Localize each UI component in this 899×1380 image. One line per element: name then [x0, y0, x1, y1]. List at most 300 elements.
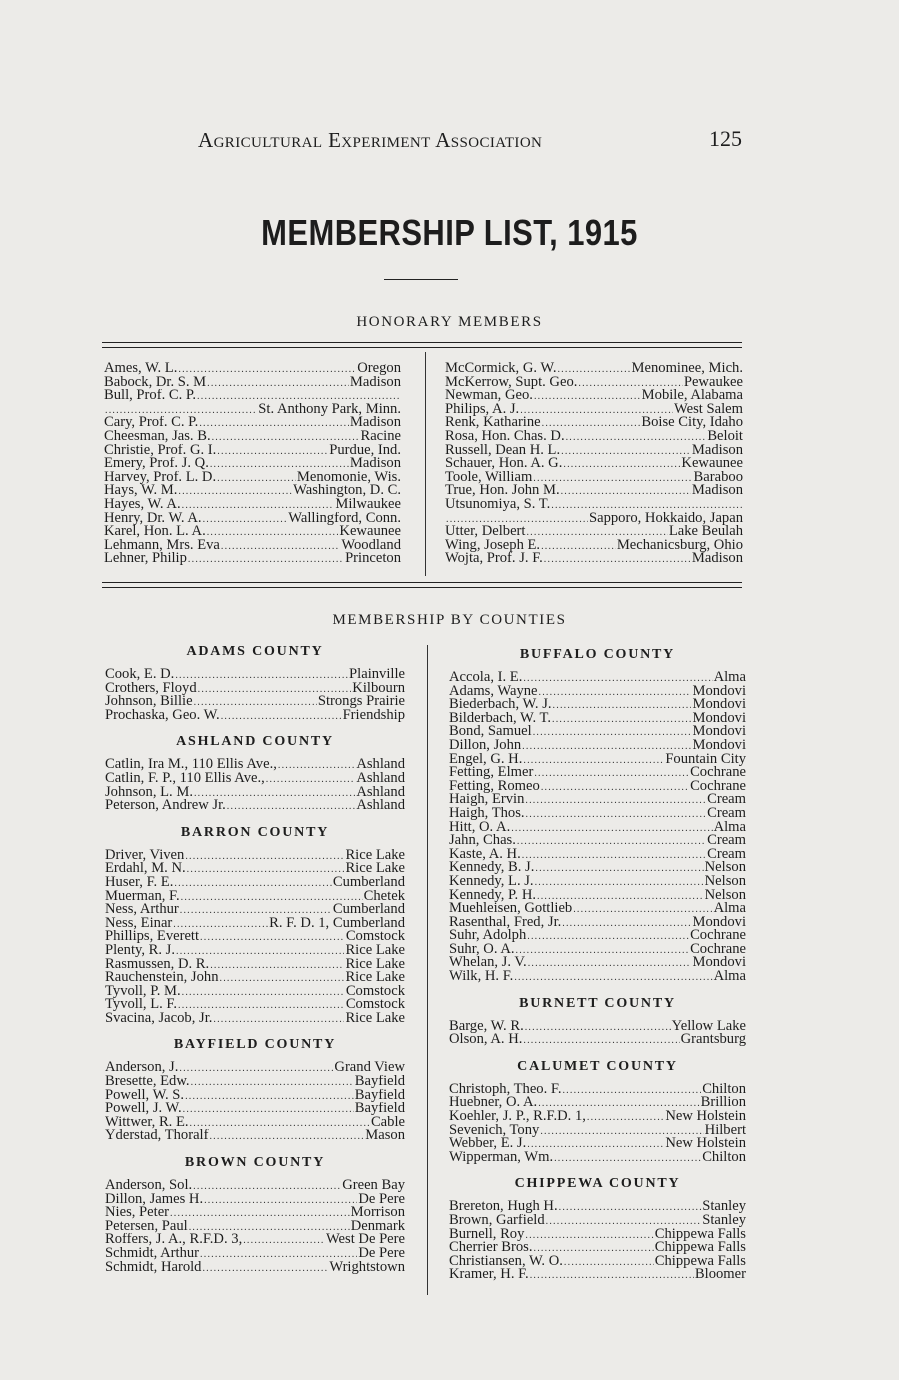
leader-dots: [566, 430, 707, 444]
member-name: Schauer, Hon. A. G.: [445, 457, 563, 471]
leader-dots: [243, 1233, 325, 1247]
member-place: Kewaunee: [339, 525, 401, 539]
leader-dots: [552, 712, 691, 726]
leader-dots: [511, 821, 712, 835]
member-name: Phillips, Everett: [105, 930, 200, 944]
member-entry: [449, 1020, 746, 1034]
member-entry: [449, 916, 746, 930]
member-entry: [104, 430, 401, 444]
member-place: West Salem: [674, 402, 743, 417]
leader-dots: [182, 498, 335, 512]
member-entry: [104, 552, 401, 566]
member-name: Brown, Garfield: [449, 1214, 545, 1228]
leader-dots: [194, 786, 355, 800]
member-entry: [104, 389, 401, 403]
member-entry: [105, 930, 405, 944]
leader-dots: [200, 1247, 357, 1261]
member-place: Rice Lake: [345, 943, 405, 958]
member-entry: [449, 1110, 746, 1124]
member-name: Ames, W. L.: [104, 362, 178, 376]
member-name: Peterson, Andrew Jr.: [105, 799, 226, 813]
member-name: Petersen, Paul: [105, 1219, 188, 1234]
member-entry: [105, 903, 405, 917]
leader-dots: [266, 772, 356, 786]
member-place: Rice Lake: [345, 848, 405, 863]
member-entry: [445, 403, 743, 417]
member-name: Whelan, J. V.: [449, 956, 527, 971]
counties-right-column: [449, 645, 746, 1282]
leader-dots: [526, 525, 667, 539]
leader-dots: [173, 917, 268, 931]
member-entry: [449, 1200, 746, 1214]
member-name: Kramer, H. F.: [449, 1268, 529, 1282]
member-place: Madison: [349, 416, 401, 430]
member-name: Cook, E. D.: [105, 668, 175, 682]
member-name: Koehler, J. P., R.F.D. 1,: [449, 1110, 586, 1124]
member-name: Kaste, A. H.: [449, 847, 521, 862]
leader-dots: [525, 1228, 653, 1242]
member-place: Rice Lake: [345, 957, 405, 972]
leader-dots: [193, 1179, 341, 1193]
member-entry: [449, 1241, 746, 1255]
member-name: Powell, W. S.: [105, 1088, 185, 1103]
member-entry: [104, 416, 401, 430]
member-place: Grand View: [334, 1061, 405, 1076]
leader-dots: [516, 943, 690, 957]
member-name: Erdahl, M. N.: [105, 862, 186, 876]
member-name: Haigh, Thos.: [449, 806, 525, 821]
member-place: Rice Lake: [345, 971, 405, 985]
member-place: Kewaunee: [681, 457, 743, 471]
member-place: Mechanicsburg, Ohio: [616, 538, 743, 553]
member-name: Kennedy, L. J.: [449, 874, 534, 889]
leader-dots: [533, 725, 692, 739]
member-place: Comstock: [345, 998, 405, 1012]
member-entry: [105, 917, 405, 931]
member-entry: [449, 712, 746, 726]
member-name: Christoph, Theo. F.: [449, 1082, 562, 1097]
leader-dots: [178, 362, 356, 376]
member-entry: [449, 1096, 746, 1110]
member-entry: [449, 1124, 746, 1138]
member-place: Lake Beulah: [668, 525, 743, 539]
member-name: Tyvoll, L. F.: [105, 998, 177, 1012]
member-entry: [449, 1214, 746, 1228]
member-name: Bilderbach, W. T.: [449, 711, 552, 726]
member-place: Menominee, Mich.: [631, 362, 743, 376]
member-name: Sevenich, Tony: [449, 1123, 540, 1138]
member-name: Powell, J. W.: [105, 1102, 182, 1116]
member-entry: [104, 498, 401, 512]
counties-heading: MEMBERSHIP BY COUNTIES: [332, 612, 567, 628]
member-place: Alma: [713, 820, 746, 835]
leader-dots: [198, 682, 352, 696]
member-place: Rice Lake: [345, 1011, 405, 1026]
member-name: Russell, Dean H. L.: [445, 443, 561, 458]
member-entry: [449, 793, 746, 807]
honorary-left-column: [104, 362, 401, 566]
member-name: Kennedy, P. H.: [449, 888, 537, 903]
member-name: Hitt, O. A.: [449, 820, 511, 835]
member-place: Ashland: [356, 799, 405, 813]
member-entry: [449, 725, 746, 739]
member-entry: [104, 444, 401, 458]
county-heading: BUFFALO COUNTY: [519, 647, 676, 662]
member-place: Madison: [691, 552, 743, 566]
member-entry: [104, 512, 401, 526]
member-name: Nies, Peter: [105, 1206, 170, 1220]
leader-dots: [170, 1206, 350, 1220]
member-place: Chippewa Falls: [654, 1227, 746, 1242]
member-entry: [105, 958, 405, 972]
member-name: Jahn, Chas.: [449, 834, 516, 848]
member-name: Yderstad, Thoralf: [105, 1129, 209, 1144]
member-place: Fountain City: [665, 752, 746, 767]
counties-left-column: [105, 642, 405, 1274]
member-entry: [105, 1193, 405, 1207]
member-name: Schmidt, Arthur: [105, 1247, 200, 1261]
member-entry: [449, 875, 746, 889]
member-name: Cary, Prof. C. P.: [104, 416, 199, 430]
member-name: Plenty, R. J.: [105, 943, 176, 958]
leader-dots: [188, 552, 344, 566]
member-place: Mondovi: [692, 684, 746, 699]
leader-dots: [546, 1214, 702, 1228]
member-name: Christiansen, W. O.: [449, 1254, 563, 1269]
member-place: Chippewa Falls: [654, 1254, 746, 1269]
leader-dots: [202, 1261, 328, 1275]
leader-dots: [207, 376, 349, 390]
leader-dots: [189, 1220, 350, 1234]
member-entry: [449, 848, 746, 862]
member-entry: [104, 362, 401, 376]
member-entry: [105, 1220, 405, 1234]
leader-dots: [105, 403, 257, 417]
leader-dots: [540, 1124, 703, 1138]
member-place: Cream: [707, 834, 746, 848]
page-number: 125: [709, 126, 742, 151]
member-place: Ashland: [356, 785, 405, 800]
member-name: Catlin, F. P., 110 Ellis Ave.,: [105, 771, 265, 786]
member-entry: [105, 1261, 405, 1275]
leader-dots: [523, 671, 712, 685]
member-place: Nelson: [704, 861, 746, 875]
member-place: Bayfield: [354, 1088, 405, 1103]
member-name: Dillon, James H.: [105, 1192, 204, 1207]
member-place: Plainville: [349, 668, 405, 682]
member-place: Mobile, Alabama: [641, 389, 743, 403]
county-heading: BAYFIELD COUNTY: [173, 1037, 337, 1053]
member-entry: [449, 807, 746, 821]
member-place: Cumberland: [332, 903, 405, 917]
leader-dots: [563, 457, 680, 471]
leader-dots: [537, 889, 704, 903]
member-place: Woodland: [341, 538, 401, 553]
member-place: Mondovi: [692, 725, 746, 739]
member-name: Philips, A. J.: [445, 402, 520, 417]
leader-dots: [526, 807, 707, 821]
member-entry: [445, 457, 743, 471]
member-name: Suhr, Adolph: [449, 929, 527, 943]
member-place: Brillion: [700, 1096, 746, 1111]
member-place: Purdue, Ind.: [329, 443, 401, 458]
member-entry: [445, 498, 743, 512]
member-entry: [105, 971, 405, 985]
member-name: Ness, Einar: [105, 916, 173, 931]
member-entry: [449, 753, 746, 767]
leader-dots: [191, 1075, 354, 1089]
member-name: Muerman, F.: [105, 889, 180, 904]
member-place: R. F. D. 1, Cumberland: [269, 916, 405, 931]
leader-dots: [185, 1089, 354, 1103]
member-entry: [449, 698, 746, 712]
member-entry: [449, 1151, 746, 1165]
leader-dots: [217, 444, 328, 458]
member-name: Accola, I. E.: [449, 671, 523, 685]
member-place: Mason: [365, 1129, 405, 1144]
member-entry: [449, 956, 746, 970]
member-entry: [104, 471, 401, 485]
member-place: Beloit: [707, 429, 743, 444]
member-place: Cream: [707, 806, 746, 821]
leader-dots: [561, 444, 691, 458]
leader-dots: [210, 958, 344, 972]
member-name: Hayes, W. A.: [104, 497, 181, 512]
member-place: Menomonie, Wis.: [296, 470, 401, 485]
leader-dots: [207, 525, 339, 539]
member-entry: [105, 799, 405, 813]
leader-dots: [534, 389, 641, 403]
member-place: Cochrane: [690, 942, 746, 957]
member-name: Henry, Dr. W. A.: [104, 511, 202, 526]
member-name: Wilk, H. F.: [449, 970, 514, 984]
member-place: Cream: [707, 793, 746, 807]
leader-dots: [227, 799, 356, 813]
member-entry: [445, 471, 743, 485]
member-place: Mondovi: [692, 711, 746, 726]
member-entry: [105, 1206, 405, 1220]
leader-dots: [176, 944, 344, 958]
member-name: Wipperman, Wm.: [449, 1150, 554, 1165]
member-name: Engel, G. H.: [449, 752, 523, 767]
member-place: Bayfield: [354, 1102, 405, 1116]
member-name: Brereton, Hugh H.: [449, 1200, 558, 1214]
member-place: De Pere: [358, 1247, 405, 1261]
member-place: Morrison: [350, 1206, 405, 1220]
leader-dots: [197, 389, 400, 403]
member-name: Harvey, Prof. L. D.: [104, 470, 217, 485]
leader-dots: [527, 1137, 664, 1151]
member-entry: [445, 389, 743, 403]
member-name: Newman, Geo.: [445, 389, 533, 403]
member-place: New Holstein: [665, 1137, 746, 1151]
member-name: Webber, E. J.: [449, 1137, 527, 1151]
member-entry: [105, 1116, 405, 1130]
leader-dots: [528, 956, 692, 970]
leader-dots: [209, 1129, 364, 1143]
member-name: Schmidt, Harold: [105, 1260, 202, 1275]
leader-dots: [217, 471, 296, 485]
member-place: Comstock: [345, 930, 405, 944]
member-name: Renk, Katharine: [445, 416, 541, 430]
member-place: Ashland: [356, 771, 405, 786]
leader-dots: [212, 430, 360, 444]
running-head: [198, 128, 746, 158]
member-name: Emery, Prof. J. Q.: [104, 457, 209, 471]
member-place: Chilton: [702, 1150, 746, 1165]
member-name: Johnson, Billie: [105, 695, 193, 709]
member-entry: [445, 444, 743, 458]
title-rule: [384, 279, 458, 280]
leader-dots: [185, 849, 344, 863]
member-name: Rasmussen, D. R.: [105, 957, 210, 972]
member-place: Mondovi: [692, 738, 746, 753]
member-name: Burnell, Roy: [449, 1227, 525, 1242]
member-name: Driver, Viven: [105, 848, 185, 863]
member-name: Olson, A. H.: [449, 1033, 523, 1047]
leader-dots: [220, 971, 345, 985]
member-name: Lehner, Philip: [104, 552, 187, 566]
member-place: Washington, D. C.: [293, 484, 401, 498]
member-entry: [449, 685, 746, 699]
member-place: Nelson: [704, 888, 746, 903]
member-entry: [445, 539, 743, 553]
member-entry: [445, 430, 743, 444]
leader-dots: [178, 484, 292, 498]
member-name: Huebner, O. A.: [449, 1096, 538, 1111]
member-entry: [445, 512, 743, 526]
county-heading: CALUMET COUNTY: [517, 1058, 678, 1074]
honorary-top-rule: [102, 342, 742, 348]
member-name: Karel, Hon. L. A.: [104, 525, 206, 539]
member-place: Grantsburg: [680, 1033, 746, 1047]
leader-dots: [564, 1255, 654, 1269]
member-entry: [105, 1075, 405, 1089]
member-place: Cochrane: [690, 779, 746, 794]
honorary-bottom-rule: [102, 582, 742, 588]
member-place: Chilton: [702, 1082, 746, 1097]
member-place: Denmark: [350, 1219, 405, 1234]
member-entry: [105, 1129, 405, 1143]
running-title: Agricultural Experiment Association: [198, 128, 543, 152]
member-name: Wittwer, R. E.: [105, 1115, 189, 1130]
member-name: Wojta, Prof. J. F.: [445, 552, 543, 566]
county-heading: BROWN COUNTY: [184, 1155, 326, 1171]
member-entry: [449, 780, 746, 794]
member-entry: [105, 1179, 405, 1193]
member-entry: [105, 944, 405, 958]
member-name: Muehleisen, Gottlieb: [449, 902, 573, 916]
member-name: True, Hon. John M.: [445, 484, 560, 498]
leader-dots: [539, 685, 692, 699]
leader-dots: [535, 861, 703, 875]
leader-dots: [204, 1193, 357, 1207]
member-place: Wrightstown: [329, 1260, 405, 1275]
member-place: Madison: [691, 443, 743, 458]
member-name: Suhr, O. A.: [449, 942, 515, 957]
leader-dots: [221, 539, 340, 553]
member-place: Bayfield: [354, 1075, 405, 1089]
leader-dots: [561, 484, 691, 498]
county-heading: BARRON COUNTY: [180, 824, 330, 840]
member-entry: [449, 889, 746, 903]
member-name: Rasenthal, Fred, Jr.: [449, 915, 562, 930]
member-entry: [445, 362, 743, 376]
member-place: Yellow Lake: [671, 1019, 746, 1034]
leader-dots: [199, 416, 349, 430]
member-name: Kennedy, B. J.: [449, 861, 535, 875]
leader-dots: [554, 1151, 701, 1165]
honorary-column-divider: [425, 352, 426, 576]
member-entry: [449, 1268, 746, 1282]
leader-dots: [213, 1012, 344, 1026]
leader-dots: [517, 834, 706, 848]
leader-dots: [278, 758, 355, 772]
leader-dots: [221, 709, 342, 723]
member-name: Lehmann, Mrs. Eva: [104, 538, 220, 553]
member-entry: [105, 890, 405, 904]
member-name: Roffers, J. A., R.F.D. 3,: [105, 1233, 243, 1247]
member-place: Bloomer: [694, 1268, 746, 1282]
member-place: Sapporo, Hokkaido, Japan: [588, 511, 743, 526]
member-name: Ness, Arthur: [105, 903, 179, 917]
leader-dots: [527, 929, 689, 943]
member-place: Cream: [707, 847, 746, 862]
member-place: Milwaukee: [335, 497, 401, 512]
member-name: Cheesman, Jas. B.: [104, 429, 211, 444]
leader-dots: [183, 1102, 354, 1116]
member-name: Rosa, Hon. Chas. D.: [445, 429, 565, 444]
leader-dots: [520, 403, 673, 417]
leader-dots: [551, 498, 742, 512]
leader-dots: [541, 539, 616, 553]
member-place: Wallingford, Conn.: [288, 511, 401, 526]
leader-dots: [559, 1200, 702, 1214]
member-entry: [105, 786, 405, 800]
member-name: Tyvoll, P. M.: [105, 984, 181, 999]
member-entry: [449, 1255, 746, 1269]
honorary-right-column: [445, 362, 743, 566]
member-entry: [105, 772, 405, 786]
member-place: Comstock: [345, 984, 405, 999]
member-name: Hays, W. M.: [104, 484, 178, 498]
member-entry: [104, 484, 401, 498]
member-name: Barge, W. R.: [449, 1019, 524, 1034]
member-entry: [105, 876, 405, 890]
leader-dots: [522, 739, 691, 753]
leader-dots: [553, 698, 692, 712]
member-place: Alma: [713, 671, 746, 685]
counties-column-divider: [427, 645, 428, 1295]
member-place: Alma: [713, 902, 746, 916]
member-place: Stanley: [702, 1214, 746, 1228]
leader-dots: [542, 416, 641, 430]
member-place: Chetek: [363, 889, 405, 904]
leader-dots: [562, 916, 691, 930]
member-entry: [104, 457, 401, 471]
member-entry: [445, 484, 743, 498]
leader-dots: [525, 1020, 671, 1034]
leader-dots: [573, 902, 712, 916]
leader-dots: [525, 793, 706, 807]
member-place: Madison: [349, 375, 401, 390]
member-entry: [449, 902, 746, 916]
member-name: Crothers, Floyd: [105, 681, 197, 696]
member-name: Svacina, Jacob, Jr.: [105, 1011, 213, 1026]
leader-dots: [578, 376, 682, 390]
member-place: New Holstein: [665, 1110, 746, 1124]
leader-dots: [190, 1116, 370, 1130]
